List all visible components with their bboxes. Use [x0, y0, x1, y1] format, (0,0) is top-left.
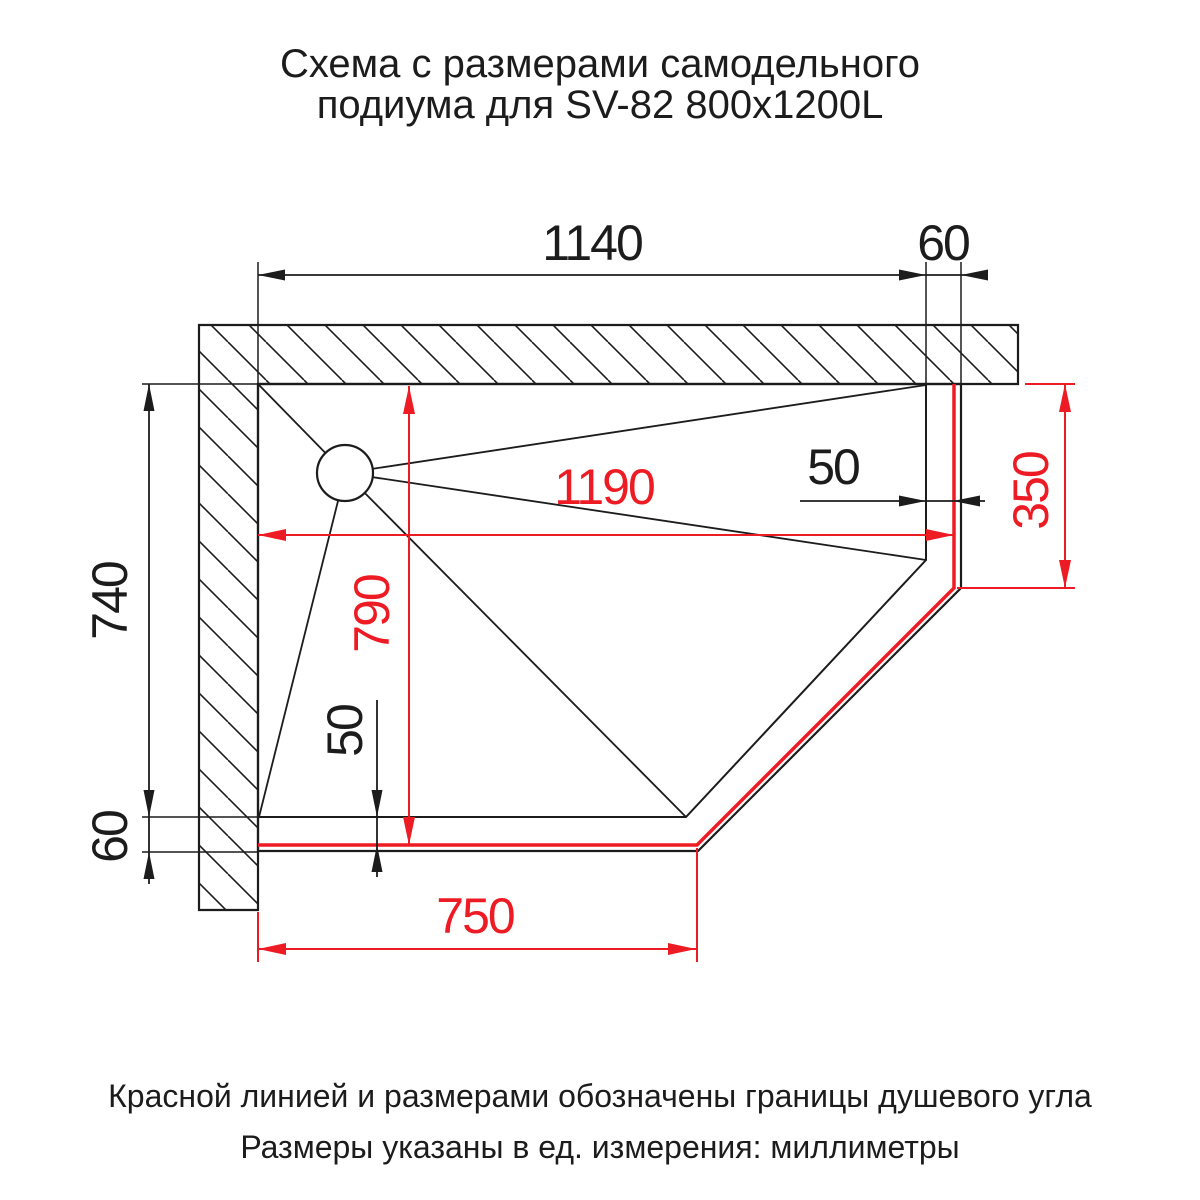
- arrow-60-left-bottom: [144, 852, 155, 879]
- fold-line-bottom-left: [259, 473, 345, 817]
- arrow-50bl-bottom: [372, 845, 383, 872]
- wall-hatch-fill: [199, 325, 1018, 910]
- red-arrow-790-bottom: [403, 817, 415, 845]
- arrow-1140-right: [899, 270, 926, 281]
- label-790: 790: [344, 575, 400, 653]
- legend: [108, 1078, 1092, 1165]
- red-arrow-750-right: [668, 943, 696, 955]
- label-60-left: 60: [82, 811, 138, 863]
- title-line-2: подиума для SV-82 800x1200L: [316, 83, 884, 127]
- diagram-title: [280, 42, 920, 127]
- red-arrow-350-top: [1059, 384, 1071, 412]
- arrow-50tr-left: [899, 496, 926, 507]
- arrow-740-top: [144, 384, 155, 411]
- label-350: 350: [1003, 452, 1059, 530]
- red-arrow-1190-left: [258, 529, 286, 541]
- label-1190: 1190: [554, 459, 654, 515]
- label-60-top: 60: [917, 215, 969, 271]
- label-50-right: 50: [807, 439, 859, 495]
- drain-circle: [317, 445, 373, 501]
- red-arrow-1190-right: [926, 529, 954, 541]
- title-line-1: Схема с размерами самодельного: [279, 42, 921, 86]
- legend-line-1: Красной линией и размерами обозначены границы душевого угла: [108, 1078, 1092, 1114]
- label-50-bottom: 50: [317, 705, 373, 757]
- wall-outline: [199, 325, 1018, 910]
- wall-section: [199, 325, 1018, 910]
- arrow-740-bottom: [144, 790, 155, 817]
- red-arrow-790-top: [403, 386, 415, 414]
- arrow-50tr-right: [953, 496, 980, 507]
- label-750: 750: [436, 888, 514, 944]
- red-arrow-350-bottom: [1059, 560, 1071, 588]
- legend-line-2: Размеры указаны в ед. измерения: миллиметры: [240, 1129, 960, 1165]
- arrow-60-top-right: [961, 270, 988, 281]
- arrow-1140-left: [258, 270, 285, 281]
- red-arrow-750-left: [258, 943, 286, 955]
- label-740: 740: [82, 562, 138, 640]
- arrow-50bl-top: [372, 790, 383, 817]
- label-1140: 1140: [542, 215, 642, 271]
